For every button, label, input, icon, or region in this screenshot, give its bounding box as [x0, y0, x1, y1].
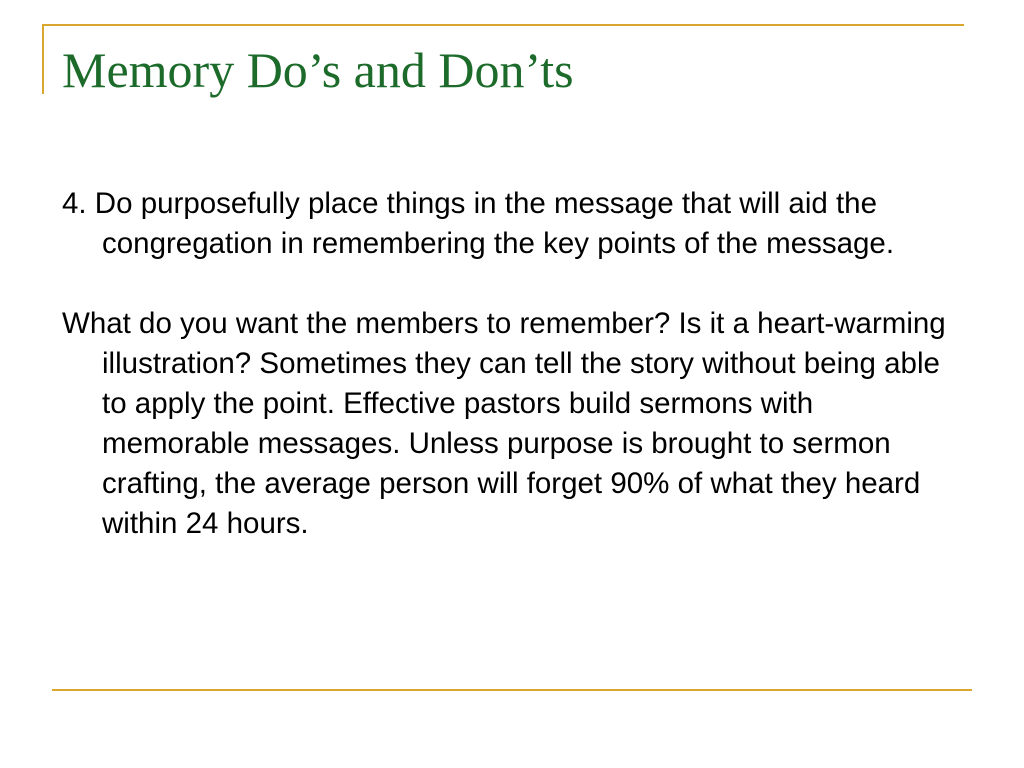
- left-rule: [42, 24, 44, 94]
- slide-body: [62, 184, 962, 544]
- paragraph-point-4: 4. Do purposefully place things in the message that will aid the congregation in remembering the key points of the message.: [62, 187, 895, 260]
- paragraph-explanation: What do you want the members to remember? Is it a heart-warming illustration? Sometimes they can tell the story without being able to apply the point. Effective pastors build sermons with memorable messages. Unless purpose is brought to sermon crafting, the average person will forget 90% of what they heard within 24 hours.: [62, 307, 946, 540]
- top-rule: [42, 24, 964, 26]
- slide-title: Memory Do’s and Don’ts: [62, 42, 574, 98]
- bottom-rule: [52, 689, 972, 691]
